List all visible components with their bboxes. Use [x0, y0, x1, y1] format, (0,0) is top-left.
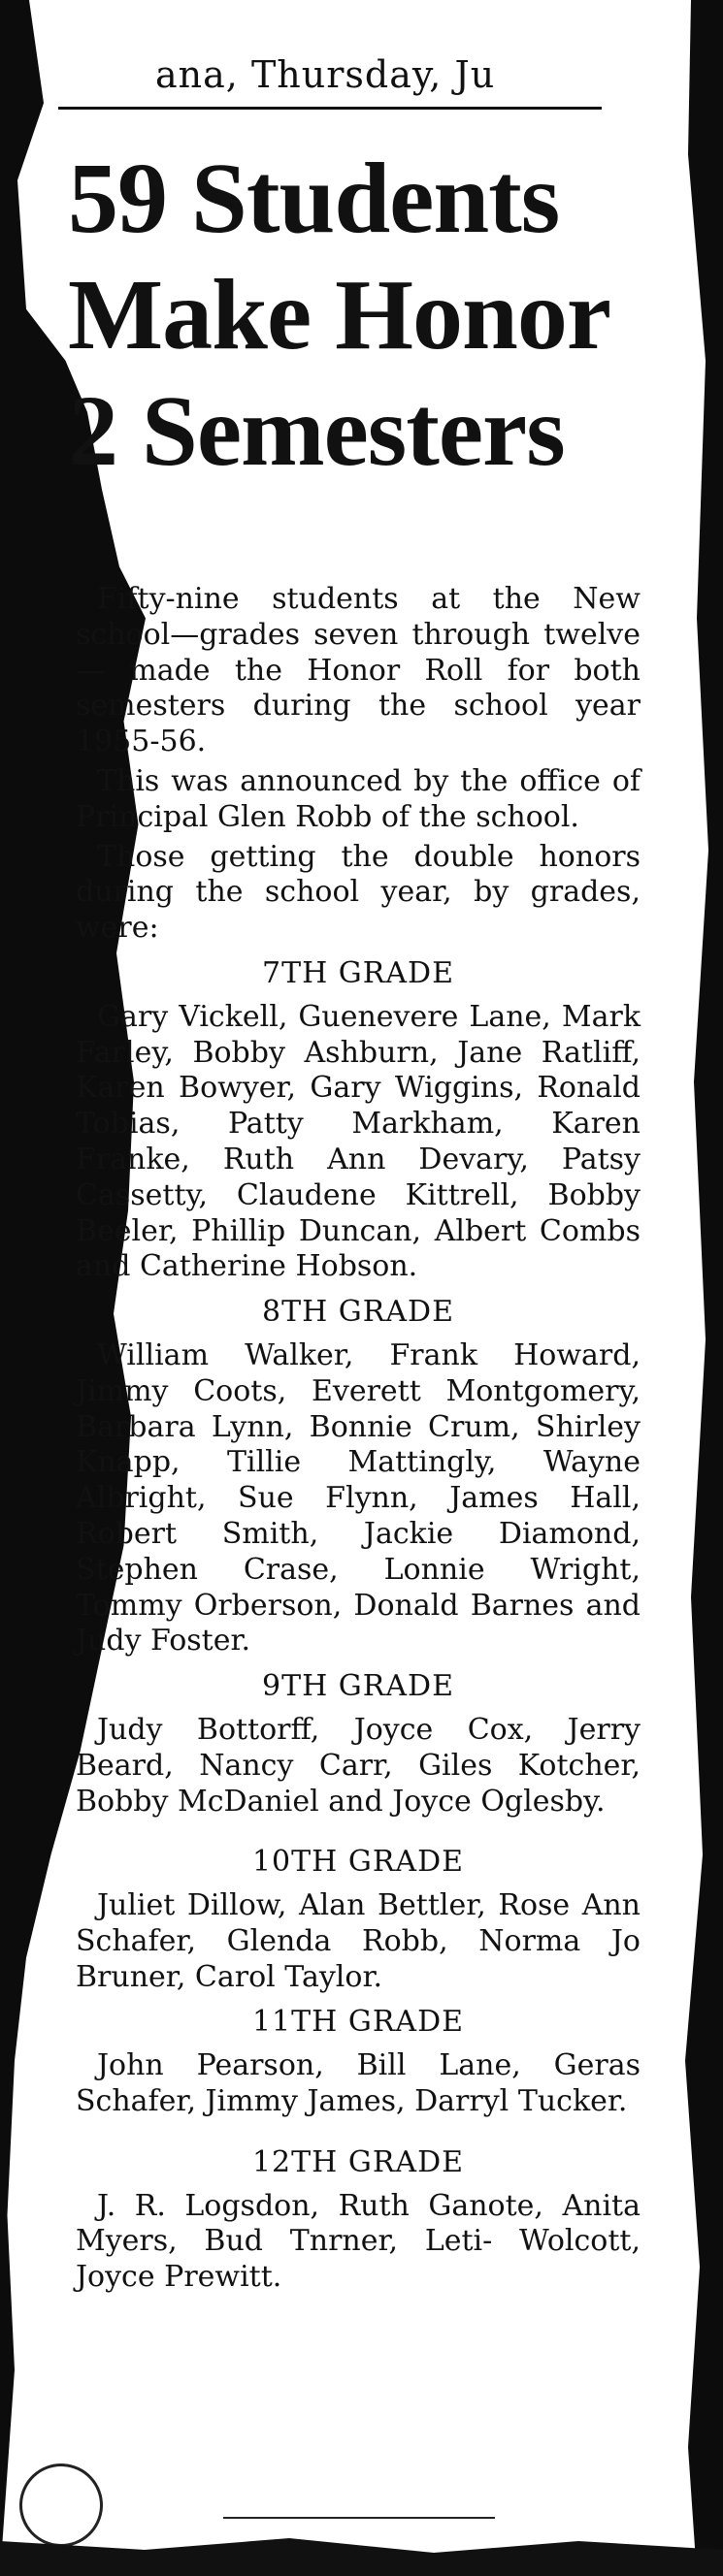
- torn-edge-right: [665, 0, 723, 2576]
- grade-names: Judy Bottorff, Joyce Cox, Jerry Beard, Nancy Carr, Giles Kotcher, Bobby McDaniel and Joyce Oglesby.: [76, 1712, 641, 1819]
- grade-names: Gary Vickell, Guenevere Lane, Mark Farley, Bobby Ashburn, Jane Ratliff, Karen Bowyer, Gary Wiggins, Ronald Tobias, Patty Markham, Karen Franke, Ruth Ann Devary, Patsy Cassetty, Claudene Kittrell, Bobby Beeler, Phillip Duncan, Albert Combs and Catherine Hobson.: [76, 999, 641, 1284]
- grade-heading: 10TH GRADE: [251, 1845, 465, 1880]
- grade-heading: 12TH GRADE: [251, 2144, 465, 2179]
- paragraph: This was announced by the office of Principal Glen Robb of the school.: [76, 763, 641, 834]
- grade-names: J. R. Logsdon, Ruth Ganote, Anita Myers, Bud Tnrner, Leti- Wolcott, Joyce Prewitt.: [76, 2188, 641, 2295]
- grade-names: William Walker, Frank Howard, Jimmy Coots, Everett Montgomery, Barbara Lynn, Bonnie Crum, Shirley Knapp, Tillie Mattingly, Wayne Albright, Sue Flynn, James Hall, Robert Smith, Jackie Diamond, Stephen Crase, Lonnie Wright, Tommy Orberson, Donald Barnes and Judy Foster.: [76, 1337, 641, 1658]
- headline: [68, 141, 611, 490]
- headline-line-2: Make Honor: [68, 259, 611, 370]
- headline-line-1: 59 Students: [68, 143, 560, 254]
- top-rule: [58, 107, 602, 110]
- bottom-rule: [223, 2517, 495, 2519]
- headline-line-3: 2 Semesters: [68, 375, 565, 487]
- torn-edge-bottom: [0, 2518, 723, 2576]
- grade-heading: 9TH GRADE: [262, 1669, 454, 1704]
- grade-heading: 7TH GRADE: [262, 955, 454, 990]
- article-body: [76, 582, 641, 2300]
- grade-names: John Pearson, Bill Lane, Geras Schafer, Jimmy James, Darryl Tucker.: [76, 2048, 641, 2119]
- grade-heading: 11TH GRADE: [251, 2005, 465, 2040]
- paragraph: Those getting the double honors during the school year, by grades, were:: [76, 839, 641, 946]
- grade-heading: 8TH GRADE: [262, 1295, 454, 1330]
- grade-names: Juliet Dillow, Alan Bettler, Rose Ann Schafer, Glenda Robb, Norma Jo Bruner, Carol Taylor.: [76, 1888, 641, 1994]
- dateline: ana, Thursday, Ju: [155, 53, 496, 96]
- paragraph: Fifty-nine students at the New school—grades seven through twelve — made the Honor Roll for both semesters during the school year 1955-56.: [76, 582, 641, 759]
